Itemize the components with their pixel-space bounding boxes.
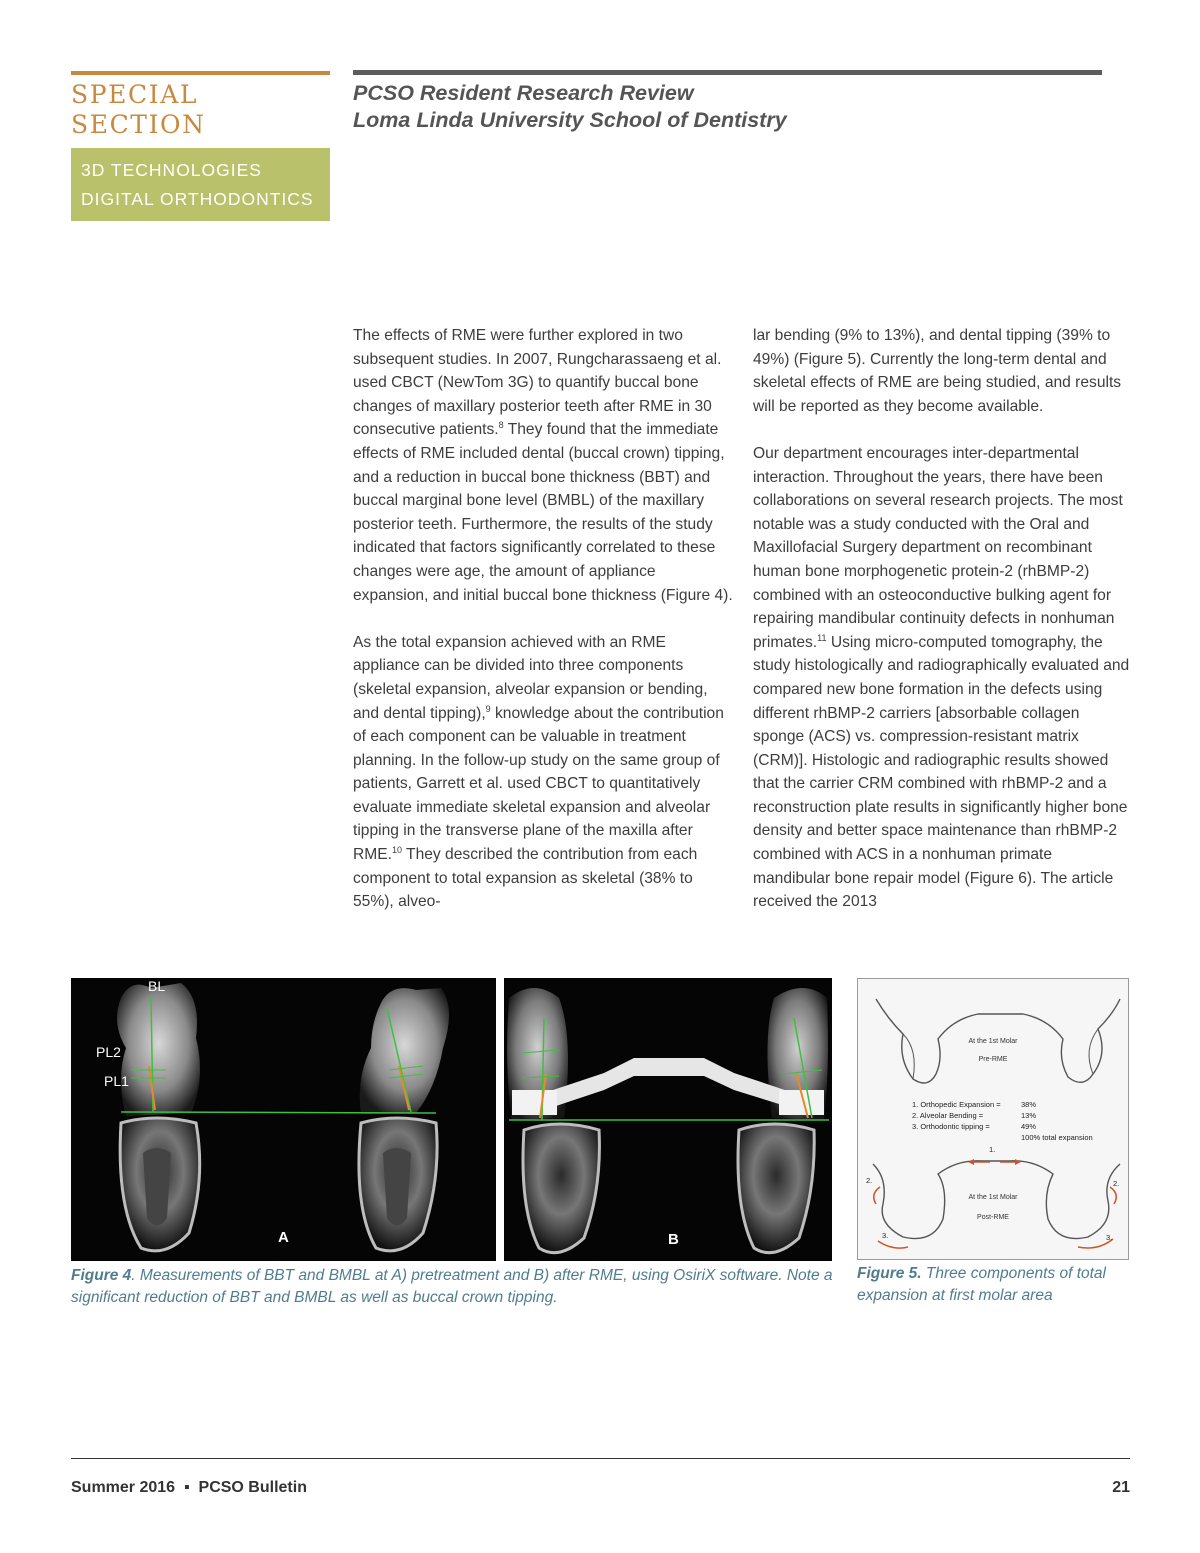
figure-4b-ct-image: [504, 978, 832, 1261]
special-section-rule: [71, 71, 330, 75]
review-header-rule: [353, 70, 1102, 75]
pre-rme-title: At the 1st Molar: [968, 1038, 1018, 1045]
page-number: 21: [1112, 1479, 1130, 1496]
footer-rule: [71, 1458, 1130, 1459]
reference-marker: 9: [485, 703, 491, 714]
marker-2-right: 2.: [1113, 1179, 1120, 1188]
marker-3-right: 3.: [1106, 1233, 1113, 1242]
expansion-item: 2. Alveolar Bending = 13%: [912, 1111, 1037, 1120]
reference-marker: 10: [391, 844, 402, 855]
marker-3-left: 3.: [882, 1231, 889, 1240]
marker-1: 1.: [989, 1145, 996, 1154]
figure-4-caption: Figure 4. Measurements of BBT and BMBL at A) pretreatment and B) after RME, using OsiriX software. Note a significant reduction of BBT and BMBL as well as buccal crown tipping.: [71, 1267, 833, 1306]
review-title-line-1: PCSO Resident Research Review: [353, 81, 694, 105]
expansion-list: [912, 1099, 1093, 1143]
post-rme-label: Post-RME: [977, 1214, 1009, 1221]
reference-marker: 11: [817, 632, 827, 643]
body-paragraph: Our department encourages inter-departmental interaction. Throughout the years, there have been collaborations on several research projects. The most notable was a study conducted with the Oral and Maxillofacial Surgery department on recombinant human bone morphogenetic protein-2 (rhBMP-2) combined with an osteoconductive bulking agent for repairing mandibular continuity defects in nonhuman primates.$^{11}$ Using micro-computed tomography, the study histologically and radiographically evaluated and compared new bone formation in the defects using different rhBMP-2 carriers [absorbable collagen sponge (ACS) vs. compression-resistant matrix (CRM)]. Histologic and radiographic results showed that the carrier CRM combined with rhBMP-2 and a reconstruction plate results in significantly higher bone density and better space maintenance than rhBMP-2 combined with ACS in a nonhuman primate mandibular bone repair model (Figure 6). The article received the 2013: [753, 444, 1130, 911]
subsection-line-2: DIGITAL ORTHODONTICS: [81, 189, 314, 209]
post-rme-title: At the 1st Molar: [968, 1194, 1018, 1201]
label-pl2: PL2: [96, 1044, 121, 1060]
special-section-label: SPECIAL SECTION: [71, 80, 206, 139]
expansion-total: 100% total expansion: [1021, 1133, 1093, 1142]
subsection-line-1: 3D TECHNOLOGIES: [81, 160, 262, 180]
special-section-box: [71, 71, 330, 221]
figure-5-caption: Figure 5. Three components of total expansion at first molar area: [857, 1265, 1106, 1304]
body-column-right: [753, 324, 1133, 937]
figure-5-diagram: [857, 978, 1129, 1260]
figure-4a-ct-image: [71, 978, 496, 1261]
expansion-item: 1. Orthopedic Expansion = 38%: [912, 1100, 1037, 1109]
subsection-box: [71, 148, 330, 221]
body-column-left: [353, 324, 733, 937]
panel-label-a: A: [278, 1229, 289, 1246]
pre-rme-label: Pre-RME: [978, 1056, 1008, 1063]
body-paragraph: As the total expansion achieved with an RME appliance can be divided into three components (skeletal expansion, alveolar expansion or bending, and dental tipping),$^9$ knowledge about the contribution of each component can be valuable in treatment planning. In the follow-up study on the same group of patients, Garrett et al. used CBCT to quantitatively evaluate immediate skeletal expansion and alveolar tipping in the transverse plane of the maxilla after RME.$^{10}$ They described the contribution from each component to total expansion as skeletal (38% to 55%), alveo-: [353, 633, 724, 911]
review-title-line-2: Loma Linda University School of Dentistry: [353, 108, 787, 132]
expansion-item: 3. Orthodontic tipping = 49%: [912, 1122, 1037, 1131]
reference-marker: 8: [498, 420, 504, 431]
label-bl: BL: [148, 978, 166, 994]
marker-2-left: 2.: [866, 1176, 873, 1185]
label-pl1: PL1: [104, 1073, 129, 1089]
panel-label-b: B: [668, 1231, 679, 1248]
review-header: [353, 80, 787, 134]
body-paragraph: The effects of RME were further explored in two subsequent studies. In 2007, Rungcharassaeng et al. used CBCT (NewTom 3G) to quantify buccal bone changes of maxillary posterior teeth after RME in 30 consecutive patients.$^8$ They found that the immediate effects of RME included dental (buccal crown) tipping, and a reduction in buccal bone thickness (BBT) and buccal marginal bone level (BMBL) of the maxillary posterior teeth. Furthermore, the results of the study indicated that factors significantly correlated to these changes were age, the amount of appliance expansion, and initial buccal bone thickness (Figure 4).: [353, 327, 733, 604]
body-paragraph: lar bending (9% to 13%), and dental tipping (39% to 49%) (Figure 5). Currently the long-term dental and skeletal effects of RME are being studied, and results will be reported as they become available.: [753, 327, 1122, 415]
footer-publication: Summer 2016 ▪ PCSO Bulletin: [71, 1479, 307, 1496]
